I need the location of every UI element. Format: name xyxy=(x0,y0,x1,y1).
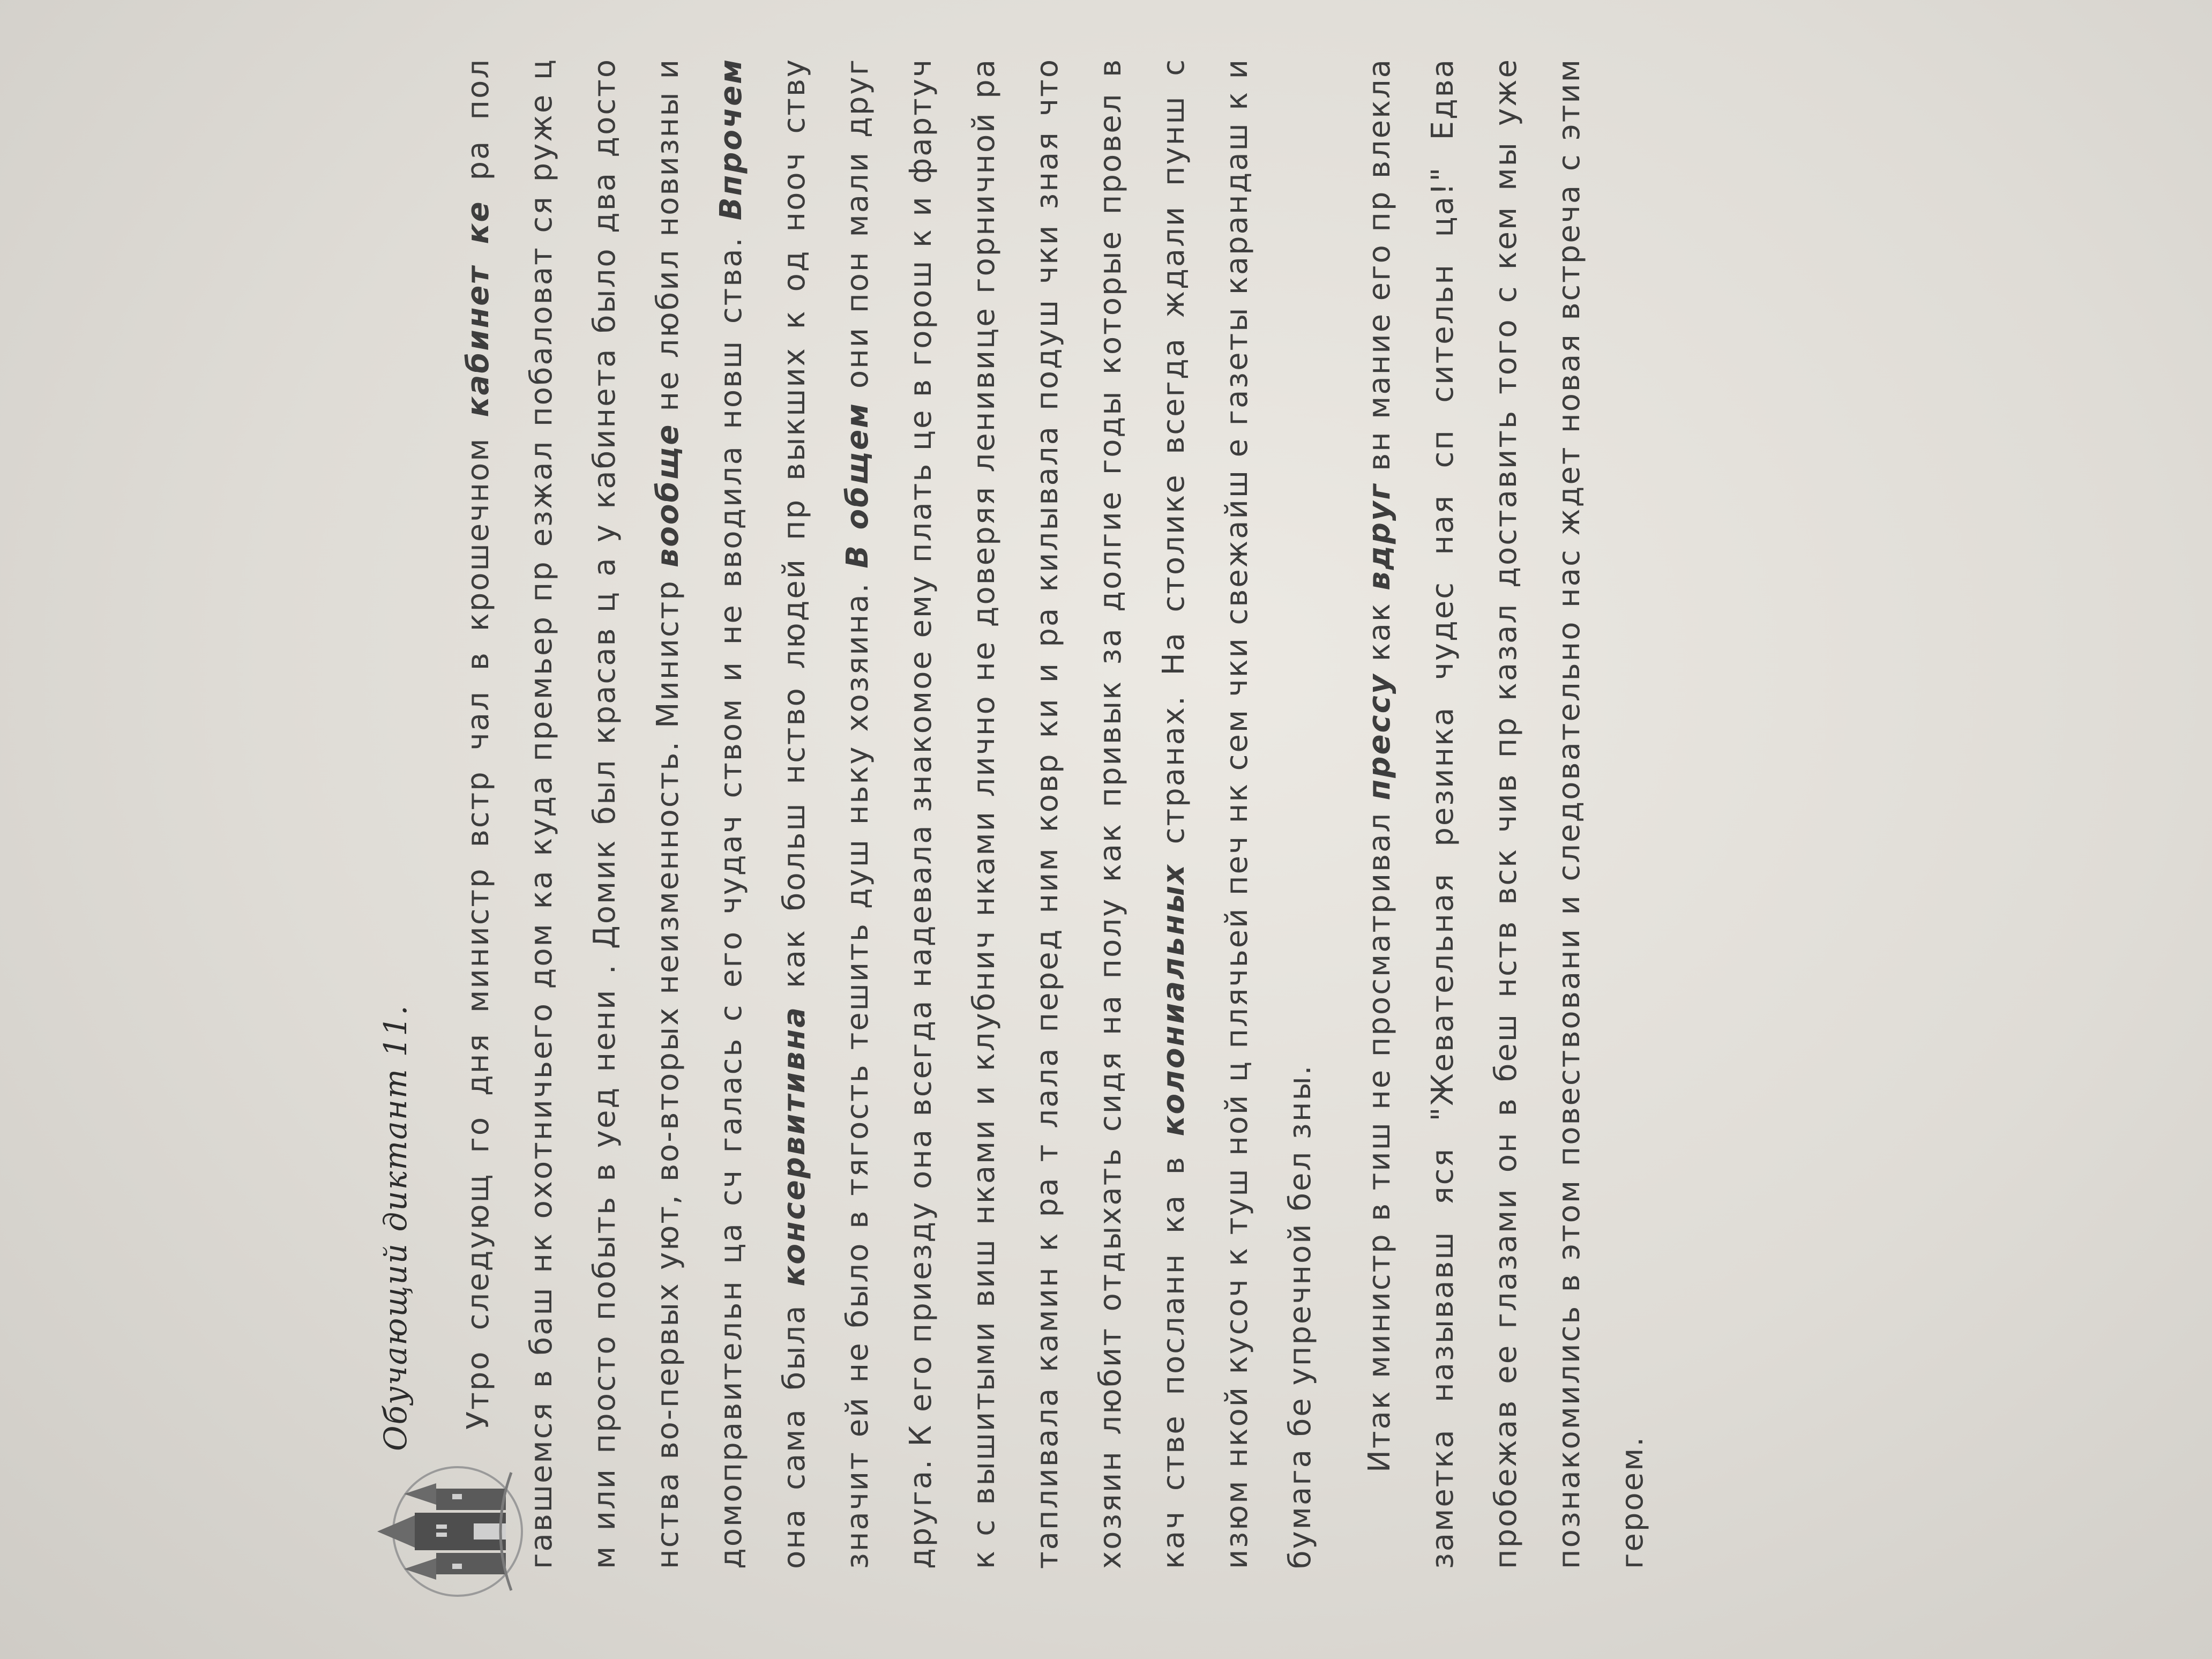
emphasized-word: В общем xyxy=(840,402,875,569)
document-title: Обучающий диктант 11. xyxy=(377,1004,414,1451)
text-run: не любил нов xyxy=(651,176,685,423)
body-text xyxy=(447,58,1664,1569)
paragraph-1 xyxy=(447,58,1332,1569)
text-run: она сама была xyxy=(777,1286,812,1569)
text-run: странах. На столике всегда ждали пунш с изюм нкой кусоч к туш ной ц плячьей печ нк сем чки свежайш е газеты карандаш к и бумага бе упречной бел зны. xyxy=(1156,58,1318,1569)
emphasized-word: вдруг xyxy=(1362,482,1397,591)
dictation-sheet xyxy=(168,26,2044,1633)
paragraph-2 xyxy=(1348,58,1664,1569)
emphasized-word: Впрочем xyxy=(714,58,749,221)
text-run: Утро следующ го дня министр встр чал в кроше xyxy=(461,521,496,1430)
text-run: как xyxy=(1362,590,1397,673)
text-run: они пон мали друг друга. К его приезду она всегда надевала знакомое ему плать це в горош к и фартуч к с вышитыми виш нками и клубнич нками лично не доверяя ленивице горничной ра тапливала камин к ра т лала перед ним ковр ки и ра килывала подуш чки зная что хозяин любит отдыхать сидя на полу как привык за долгие годы которые провел в кач стве посланн ка в xyxy=(840,58,1191,1569)
text-run: изны и домоправительн ца сч галась с его чудач ством и не вводила новш ства. xyxy=(651,57,749,1569)
emphasized-word: кабинет ке xyxy=(461,200,496,417)
text-run: чном xyxy=(461,417,496,522)
emphasized-word: консервитивна xyxy=(777,1005,812,1287)
text-run: вн мание его пр влекла заметка называвш яся "Жевательная резинка чудес ная сп сительн ца!" Едва пробежав ее глазами он в беш нств вск чив пр казал доставить того с кем мы уже познакомились в этом повествовани и следовательно нас ждет новая встреча с этим героем. xyxy=(1362,58,1650,1569)
text-run: как больш нство людей пр выкших к од нооч ству значит ей не было в тягость тешить душ ньку хозяина. xyxy=(777,58,875,1569)
emphasized-word: прессу xyxy=(1362,672,1397,801)
text-run: Итак министр в тиш не просматривал xyxy=(1362,800,1397,1473)
emphasized-word: колониальных xyxy=(1156,863,1191,1137)
emphasized-word: вообще xyxy=(651,423,685,567)
text-run: ра пол гавшемся в баш нк охотничьего дом ка куда премьер пр езжал побаловат ся руже ц м или просто побыть в уед нени . Домик был красав ц а у кабинета было два досто нства во-первых уют, во-вторых неизменность. Министр xyxy=(461,57,685,1569)
